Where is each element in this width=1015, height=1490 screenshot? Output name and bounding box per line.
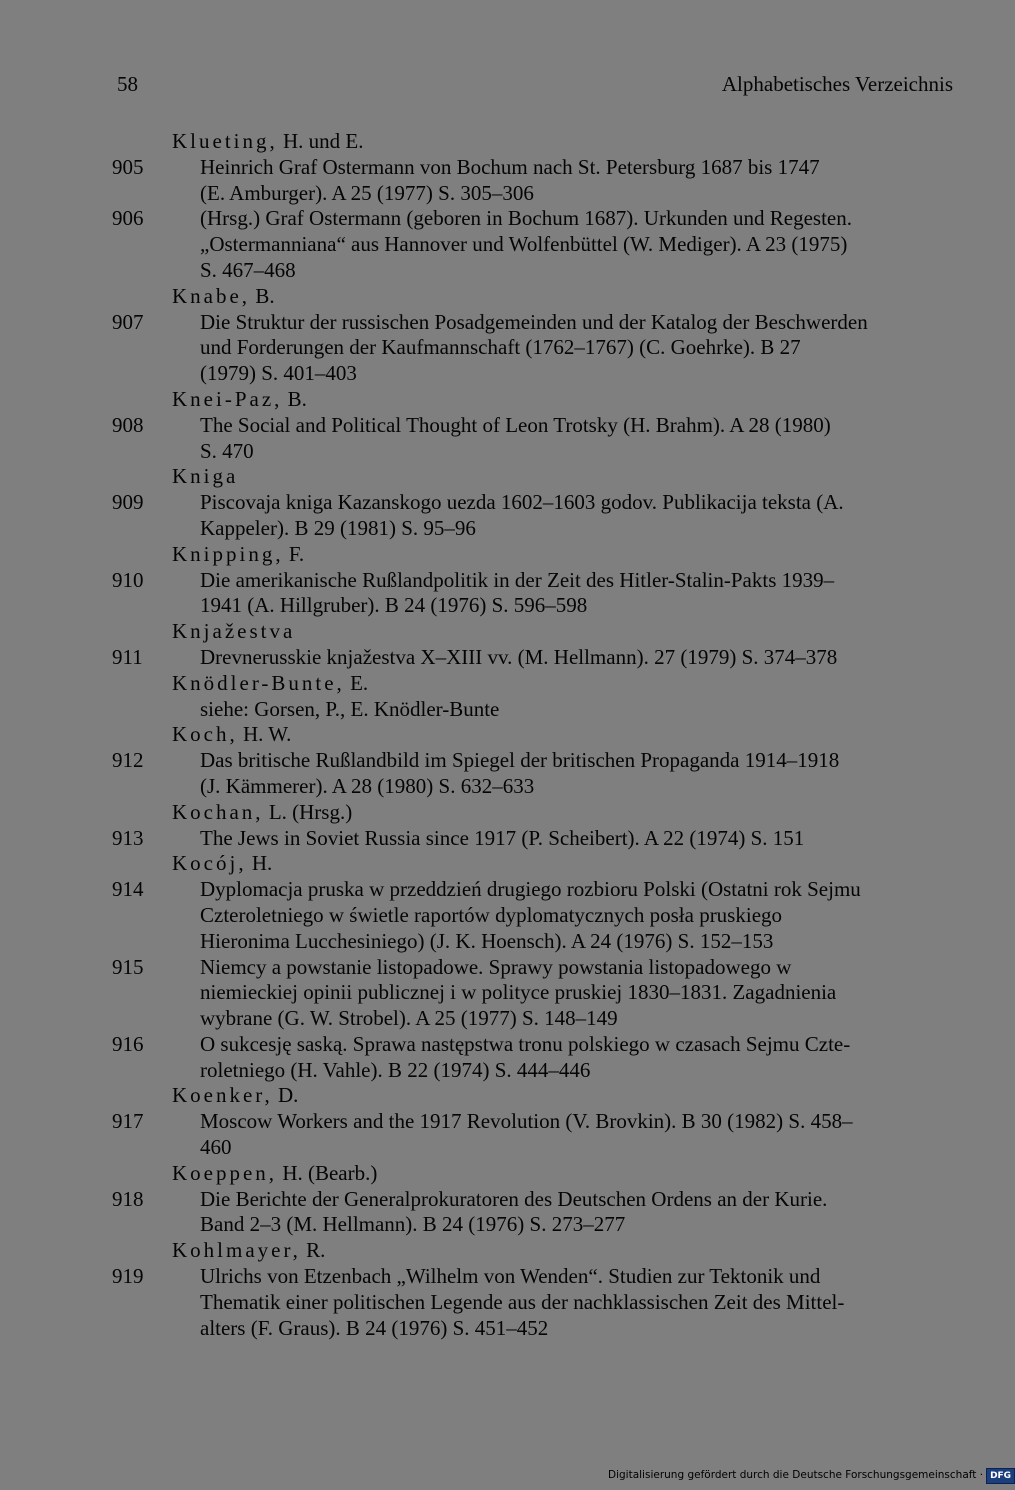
author-initials: E. <box>344 670 369 695</box>
bibliography-entry <box>0 310 1000 387</box>
entry-number: 912 <box>112 748 144 773</box>
author-initials: L. (Hrsg.) <box>263 799 353 824</box>
entry-number: 917 <box>112 1109 144 1134</box>
author-heading <box>172 129 1000 155</box>
bibliography-entry <box>0 413 1000 465</box>
author-heading <box>172 671 1000 697</box>
bibliography-entry <box>0 490 1000 542</box>
author-heading <box>172 464 1000 490</box>
entry-number: 911 <box>112 644 143 669</box>
bibliography-entry <box>0 1264 1000 1341</box>
entry-citation: Das britische Rußlandbild im Spiegel der britischen Propaganda 1914–1918 (J. Kämmerer). A 28 (1980) S. 632–633 <box>200 748 840 798</box>
bibliography-entry <box>0 1109 1000 1161</box>
author-heading <box>172 542 1000 568</box>
footer-text: Digitalisierung gefördert durch die Deutsche Forschungsgemeinschaft · <box>608 1469 984 1481</box>
entry-citation: Die Struktur der russischen Posadgemeinden und der Katalog der Beschwerden und Forderungen der Kaufmannschaft (1762–1767) (C. Goehrke). B 27 (1979) S. 401–403 <box>200 309 868 386</box>
author-heading <box>172 1238 1000 1264</box>
author-name: Kochan, <box>172 799 264 824</box>
author-heading <box>172 800 1000 826</box>
author-heading <box>172 851 1000 877</box>
author-name: Knei-Paz, <box>172 386 283 411</box>
bibliography-entry <box>0 206 1000 283</box>
digitization-footer <box>608 1468 1015 1484</box>
author-name: Koeppen, <box>172 1160 278 1185</box>
entry-citation: Piscovaja kniga Kazanskogo uezda 1602–1603 godov. Publikacija teksta (A. Kappeler). B 29 (1981) S. 95–96 <box>200 490 844 540</box>
author-name: Klueting, <box>172 129 278 153</box>
author-name: Knödler-Bunte, <box>172 670 345 695</box>
bibliography-entry <box>0 877 1000 954</box>
author-initials: B. <box>282 386 307 411</box>
author-initials: R. <box>300 1238 326 1263</box>
author-name: Kocój, <box>172 851 247 876</box>
bibliography-entry <box>0 1187 1000 1239</box>
entry-citation: Die Berichte der Generalprokuratoren des Deutschen Ordens an der Kurie. Band 2–3 (M. Hellmann). B 24 (1976) S. 273–277 <box>200 1186 828 1237</box>
author-initials: B. <box>250 283 275 308</box>
entry-citation: Drevnerusskie knjažestva X–XIII vv. (M. Hellmann). 27 (1979) S. 374–378 <box>200 644 838 669</box>
author-initials: H. W. <box>237 722 292 747</box>
entry-number: 918 <box>112 1186 144 1211</box>
bibliography-entry <box>0 568 1000 620</box>
entry-number: 915 <box>112 954 144 979</box>
author-initials: H. und E. <box>277 129 364 153</box>
entry-number: 906 <box>112 206 144 231</box>
author-name: Knjažestva <box>172 619 296 644</box>
entry-citation: The Jews in Soviet Russia since 1917 (P. Scheibert). A 22 (1974) S. 151 <box>200 825 805 850</box>
author-heading <box>172 722 1000 748</box>
bibliography-entry <box>0 826 1000 852</box>
entry-number: 919 <box>112 1264 144 1289</box>
entry-number: 907 <box>112 309 144 334</box>
author-heading <box>172 284 1000 310</box>
bibliography-entry <box>0 748 1000 800</box>
author-name: Knipping, <box>172 541 284 566</box>
author-initials: H. <box>246 851 273 876</box>
entry-number: 905 <box>112 154 144 179</box>
entry-number: 916 <box>112 1031 144 1056</box>
entry-number: 913 <box>112 825 144 850</box>
entry-citation: Niemcy a powstanie listopadowe. Sprawy powstania listopadowego w niemieckiej opinii publicznej i w polityce pruskiej 1830–1831. Zagadnienia wybrane (G. W. Strobel). A 25 (1977) S. 148–149 <box>200 954 837 1031</box>
entry-citation: Dyplomacja pruska w przeddzień drugiego rozbioru Polski (Ostatni rok Sejmu Czteroletniego w świetle raportów dyplomatycznych posła pruskiego Hieronima Lucchesiniego) (J. K. Hoensch). A 24 (1976) S. 152–153 <box>200 877 861 953</box>
author-heading <box>172 1161 1000 1187</box>
bibliography-entry <box>0 955 1000 1032</box>
author-name: Koch, <box>172 722 238 747</box>
entry-citation: O sukcesję saską. Sprawa następstwa tronu polskiego w czasach Sejmu Czte- roletniego (H. Vahle). B 22 (1974) S. 444–446 <box>200 1031 851 1082</box>
entry-citation: Ulrichs von Etzenbach „Wilhelm von Wenden“. Studien zur Tektonik und Thematik einer politischen Legende aus der nachklassischen Zeit des Mittel- alters (F. Graus). B 24 (1976) S. 451–452 <box>200 1264 845 1340</box>
author-initials: D. <box>272 1083 299 1108</box>
author-name: Kohlmayer, <box>172 1238 301 1263</box>
running-title: Alphabetisches Verzeichnis <box>721 72 953 96</box>
author-heading <box>172 387 1000 413</box>
bibliography-entry <box>0 155 1000 207</box>
entry-citation: Moscow Workers and the 1917 Revolution (V. Brovkin). B 30 (1982) S. 458– 460 <box>200 1109 853 1160</box>
bibliography-list <box>0 129 1000 1341</box>
entry-number: 910 <box>112 567 144 592</box>
entry-number: 908 <box>112 412 144 437</box>
author-heading <box>172 1083 1000 1109</box>
page-number: 58 <box>117 72 138 96</box>
author-name: Koenker, <box>172 1083 273 1108</box>
author-name: Kniga <box>172 464 239 489</box>
see-reference: siehe: Gorsen, P., E. Knödler-Bunte <box>200 696 500 721</box>
entry-number: 909 <box>112 490 144 515</box>
entry-number: 914 <box>112 877 144 902</box>
dfg-logo: DFG <box>986 1468 1015 1484</box>
bibliography-entry <box>0 1032 1000 1084</box>
bibliography-entry <box>0 645 1000 671</box>
entry-citation: The Social and Political Thought of Leon Trotsky (H. Brahm). A 28 (1980) S. 470 <box>200 412 831 463</box>
entry-citation: Die amerikanische Rußlandpolitik in der Zeit des Hitler-Stalin-Pakts 1939– 1941 (A. Hillgruber). B 24 (1976) S. 596–598 <box>200 567 835 618</box>
entry-citation: Heinrich Graf Ostermann von Bochum nach St. Petersburg 1687 bis 1747 (E. Amburger). A 25 (1977) S. 305–306 <box>200 154 820 205</box>
author-heading <box>172 619 1000 645</box>
author-initials: H. (Bearb.) <box>277 1160 378 1185</box>
author-initials: F. <box>283 541 305 566</box>
entry-citation: (Hrsg.) Graf Ostermann (geboren in Bochum 1687). Urkunden und Regesten. „Ostermanniana“ aus Hannover und Wolfenbüttel (W. Mediger). A 23 (1975) S. 467–468 <box>200 206 853 282</box>
author-name: Knabe, <box>172 283 251 308</box>
